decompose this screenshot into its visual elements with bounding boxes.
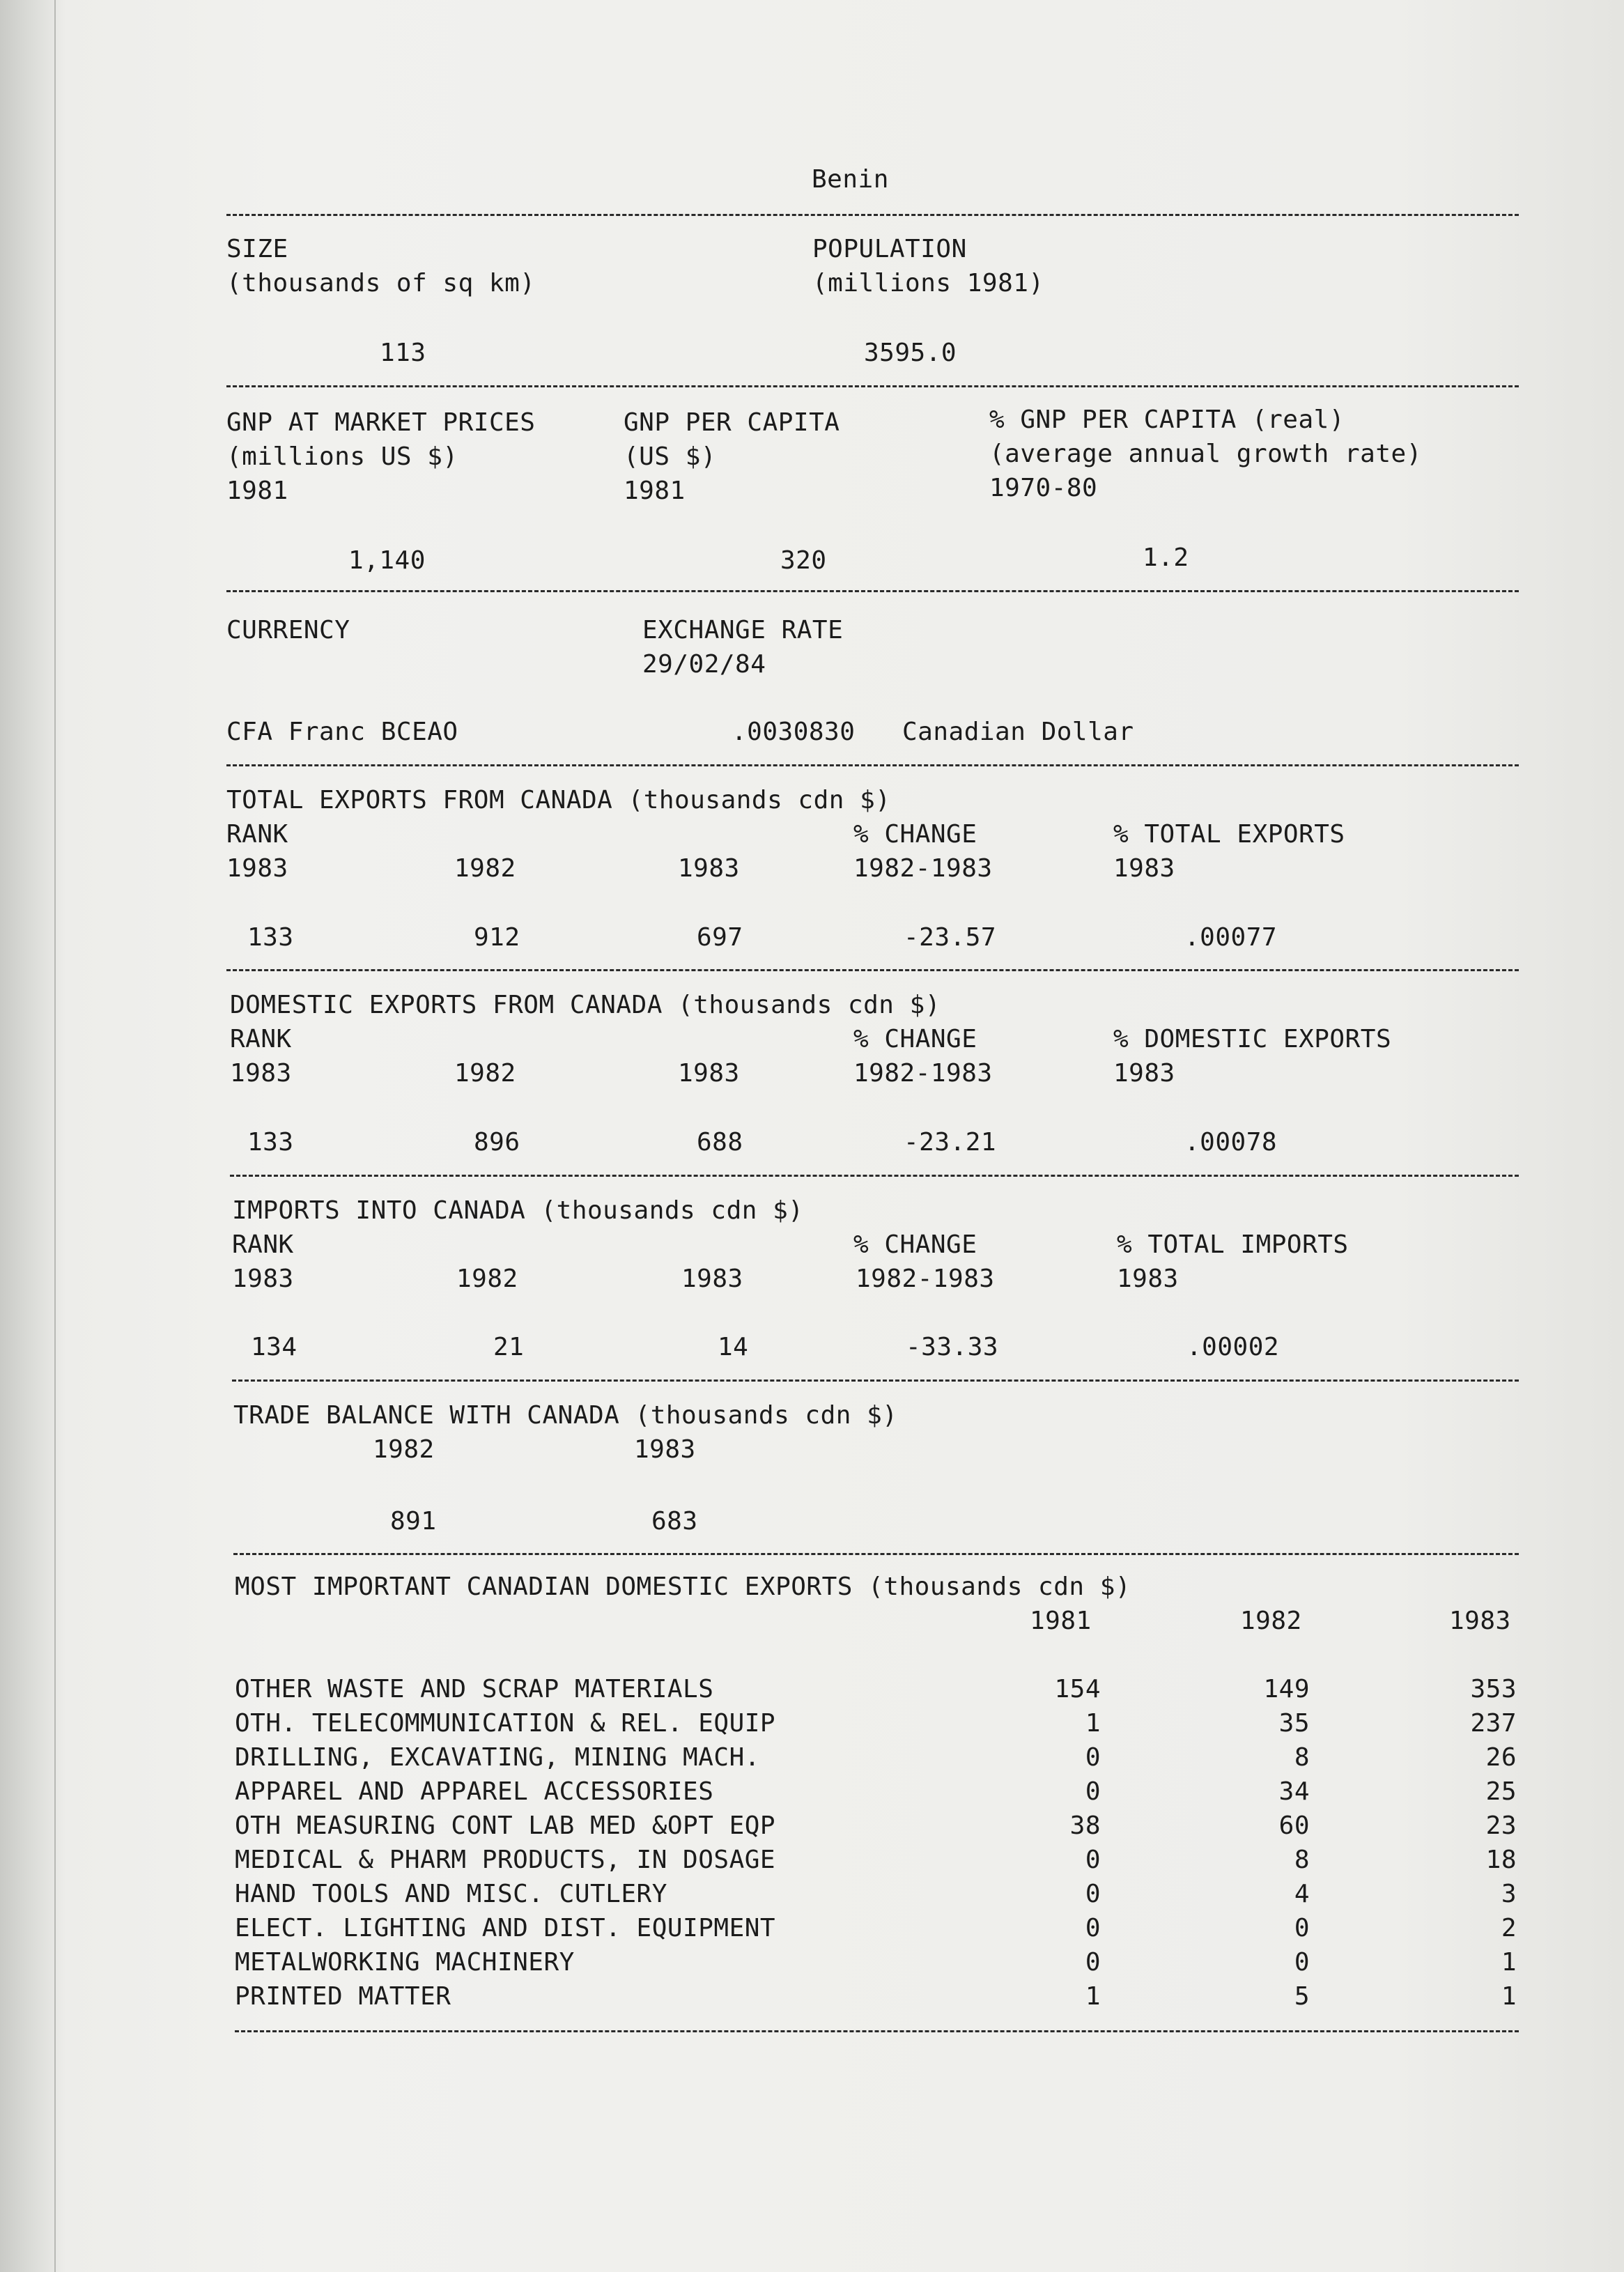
total-exports-value-b: 697 bbox=[697, 923, 743, 952]
domestic-exports-change: -23.21 bbox=[904, 1128, 997, 1157]
imports-change: -33.33 bbox=[906, 1333, 999, 1361]
export-value-1981: 0 bbox=[1085, 1948, 1101, 1977]
domestic-exports-rank-label: RANK bbox=[230, 1025, 292, 1053]
domestic-exports-year-b: 1983 bbox=[678, 1059, 740, 1088]
binding-edge bbox=[54, 0, 56, 2272]
top-exports-year-1983: 1983 bbox=[1449, 1607, 1511, 1635]
export-item-name: OTH MEASURING CONT LAB MED &OPT EQP bbox=[235, 1811, 776, 1840]
export-item-name: ELECT. LIGHTING AND DIST. EQUIPMENT bbox=[235, 1914, 776, 1942]
export-value-1981: 0 bbox=[1085, 1880, 1101, 1908]
export-value-1983: 2 bbox=[1501, 1914, 1517, 1942]
exchange-rate-value: .0030830 bbox=[732, 718, 856, 746]
total-exports-year-b: 1983 bbox=[678, 854, 740, 883]
imports-change-period: 1982-1983 bbox=[856, 1265, 995, 1293]
gnp-market-year: 1981 bbox=[226, 477, 288, 505]
gnp-per-capita-year: 1981 bbox=[624, 477, 686, 505]
top-exports-heading: MOST IMPORTANT CANADIAN DOMESTIC EXPORTS (thousands cdn $) bbox=[235, 1572, 1131, 1601]
total-exports-rank-label: RANK bbox=[226, 820, 288, 849]
total-exports-change: -23.57 bbox=[904, 923, 997, 952]
domestic-exports-rank: 133 bbox=[247, 1128, 294, 1157]
total-exports-change-period: 1982-1983 bbox=[853, 854, 993, 883]
export-value-1982: 34 bbox=[1278, 1777, 1310, 1806]
export-item-name: MEDICAL & PHARM PRODUCTS, IN DOSAGE bbox=[235, 1846, 776, 1874]
export-value-1983: 1 bbox=[1501, 1982, 1517, 2011]
export-value-1981: 1 bbox=[1085, 1709, 1101, 1738]
trade-balance-year-b: 1983 bbox=[634, 1435, 696, 1464]
export-value-1981: 0 bbox=[1085, 1743, 1101, 1772]
export-value-1982: 0 bbox=[1294, 1914, 1310, 1942]
domestic-exports-heading: DOMESTIC EXPORTS FROM CANADA (thousands cdn $) bbox=[230, 991, 941, 1019]
export-value-1983: 18 bbox=[1485, 1846, 1517, 1874]
gnp-per-capita-unit: (US $) bbox=[624, 442, 717, 471]
domestic-exports-value-b: 688 bbox=[697, 1128, 743, 1157]
export-item-name: OTH. TELECOMMUNICATION & REL. EQUIP bbox=[235, 1709, 776, 1738]
imports-rank: 134 bbox=[251, 1333, 297, 1361]
divider bbox=[233, 1553, 1519, 1555]
domestic-exports-share-label: % DOMESTIC EXPORTS bbox=[1113, 1025, 1392, 1053]
gnp-growth-unit: (average annual growth rate) bbox=[989, 440, 1422, 468]
total-exports-heading: TOTAL EXPORTS FROM CANADA (thousands cdn $) bbox=[226, 786, 891, 814]
divider bbox=[226, 764, 1519, 766]
export-item-name: APPAREL AND APPAREL ACCESSORIES bbox=[235, 1777, 714, 1806]
imports-rank-year: 1983 bbox=[232, 1265, 294, 1293]
imports-share: .00002 bbox=[1186, 1333, 1280, 1361]
export-item-name: HAND TOOLS AND MISC. CUTLERY bbox=[235, 1880, 667, 1908]
divider bbox=[226, 385, 1519, 387]
divider bbox=[226, 214, 1519, 216]
imports-year-b: 1983 bbox=[681, 1265, 743, 1293]
export-value-1981: 1 bbox=[1085, 1982, 1101, 2011]
export-value-1981: 38 bbox=[1069, 1811, 1101, 1840]
export-value-1982: 35 bbox=[1278, 1709, 1310, 1738]
trade-balance-value-b: 683 bbox=[651, 1507, 698, 1536]
domestic-exports-share-year: 1983 bbox=[1113, 1059, 1175, 1088]
export-item-name: METALWORKING MACHINERY bbox=[235, 1948, 575, 1977]
imports-value-b: 14 bbox=[718, 1333, 749, 1361]
imports-rank-label: RANK bbox=[232, 1230, 294, 1259]
population-unit: (millions 1981) bbox=[812, 269, 1044, 297]
divider bbox=[230, 1175, 1519, 1177]
domestic-exports-share: .00078 bbox=[1184, 1128, 1278, 1157]
imports-year-a: 1982 bbox=[456, 1265, 518, 1293]
export-value-1982: 8 bbox=[1294, 1743, 1310, 1772]
export-item-name: OTHER WASTE AND SCRAP MATERIALS bbox=[235, 1675, 714, 1703]
size-unit: (thousands of sq km) bbox=[226, 269, 536, 297]
domestic-exports-value-a: 896 bbox=[474, 1128, 520, 1157]
divider bbox=[232, 1380, 1519, 1382]
export-item-name: PRINTED MATTER bbox=[235, 1982, 451, 2011]
export-value-1983: 353 bbox=[1470, 1675, 1517, 1703]
export-value-1981: 0 bbox=[1085, 1914, 1101, 1942]
exchange-rate-label: EXCHANGE RATE bbox=[642, 616, 844, 644]
top-exports-year-1982: 1982 bbox=[1240, 1607, 1302, 1635]
size-value: 113 bbox=[380, 339, 426, 367]
gnp-market-label: GNP AT MARKET PRICES bbox=[226, 408, 536, 437]
export-value-1983: 26 bbox=[1485, 1743, 1517, 1772]
export-value-1983: 25 bbox=[1485, 1777, 1517, 1806]
imports-change-label: % CHANGE bbox=[853, 1230, 977, 1259]
imports-heading: IMPORTS INTO CANADA (thousands cdn $) bbox=[232, 1196, 804, 1225]
export-value-1982: 8 bbox=[1294, 1846, 1310, 1874]
top-exports-year-1981: 1981 bbox=[1030, 1607, 1092, 1635]
exchange-rate-unit: Canadian Dollar bbox=[902, 718, 1134, 746]
currency-label: CURRENCY bbox=[226, 616, 350, 644]
export-value-1983: 23 bbox=[1485, 1811, 1517, 1840]
trade-balance-value-a: 891 bbox=[390, 1507, 437, 1536]
total-exports-share-year: 1983 bbox=[1113, 854, 1175, 883]
total-exports-change-label: % CHANGE bbox=[853, 820, 977, 849]
gnp-per-capita-value: 320 bbox=[780, 546, 827, 575]
divider bbox=[226, 969, 1519, 971]
export-item-name: DRILLING, EXCAVATING, MINING MACH. bbox=[235, 1743, 760, 1772]
total-exports-year-a: 1982 bbox=[454, 854, 516, 883]
domestic-exports-change-period: 1982-1983 bbox=[853, 1059, 993, 1088]
export-value-1983: 3 bbox=[1501, 1880, 1517, 1908]
size-label: SIZE bbox=[226, 235, 288, 263]
trade-balance-heading: TRADE BALANCE WITH CANADA (thousands cdn $) bbox=[233, 1401, 898, 1430]
export-value-1981: 154 bbox=[1054, 1675, 1101, 1703]
domestic-exports-rank-year: 1983 bbox=[230, 1059, 292, 1088]
total-exports-share: .00077 bbox=[1184, 923, 1278, 952]
gnp-growth-value: 1.2 bbox=[1143, 543, 1189, 572]
total-exports-rank: 133 bbox=[247, 923, 294, 952]
gnp-growth-label: % GNP PER CAPITA (real) bbox=[989, 405, 1345, 434]
currency-name: CFA Franc BCEAO bbox=[226, 718, 458, 746]
total-exports-rank-year: 1983 bbox=[226, 854, 288, 883]
gnp-growth-period: 1970-80 bbox=[989, 474, 1098, 502]
page-title: Benin bbox=[812, 165, 889, 194]
export-value-1982: 60 bbox=[1278, 1811, 1310, 1840]
divider bbox=[226, 590, 1519, 592]
imports-share-label: % TOTAL IMPORTS bbox=[1117, 1230, 1349, 1259]
gnp-per-capita-label: GNP PER CAPITA bbox=[624, 408, 840, 437]
export-value-1983: 237 bbox=[1470, 1709, 1517, 1738]
imports-value-a: 21 bbox=[493, 1333, 525, 1361]
domestic-exports-year-a: 1982 bbox=[454, 1059, 516, 1088]
population-value: 3595.0 bbox=[864, 339, 957, 367]
export-value-1982: 0 bbox=[1294, 1948, 1310, 1977]
export-value-1982: 5 bbox=[1294, 1982, 1310, 2011]
gnp-market-unit: (millions US $) bbox=[226, 442, 458, 471]
export-value-1983: 1 bbox=[1501, 1948, 1517, 1977]
gnp-market-value: 1,140 bbox=[348, 546, 426, 575]
export-value-1982: 149 bbox=[1263, 1675, 1310, 1703]
exchange-rate-date: 29/02/84 bbox=[642, 650, 766, 679]
trade-balance-year-a: 1982 bbox=[373, 1435, 435, 1464]
imports-share-year: 1983 bbox=[1117, 1265, 1179, 1293]
domestic-exports-change-label: % CHANGE bbox=[853, 1025, 977, 1053]
export-value-1982: 4 bbox=[1294, 1880, 1310, 1908]
divider bbox=[235, 2030, 1519, 2032]
export-value-1981: 0 bbox=[1085, 1777, 1101, 1806]
total-exports-value-a: 912 bbox=[474, 923, 520, 952]
total-exports-share-label: % TOTAL EXPORTS bbox=[1113, 820, 1345, 849]
export-value-1981: 0 bbox=[1085, 1846, 1101, 1874]
population-label: POPULATION bbox=[812, 235, 967, 263]
